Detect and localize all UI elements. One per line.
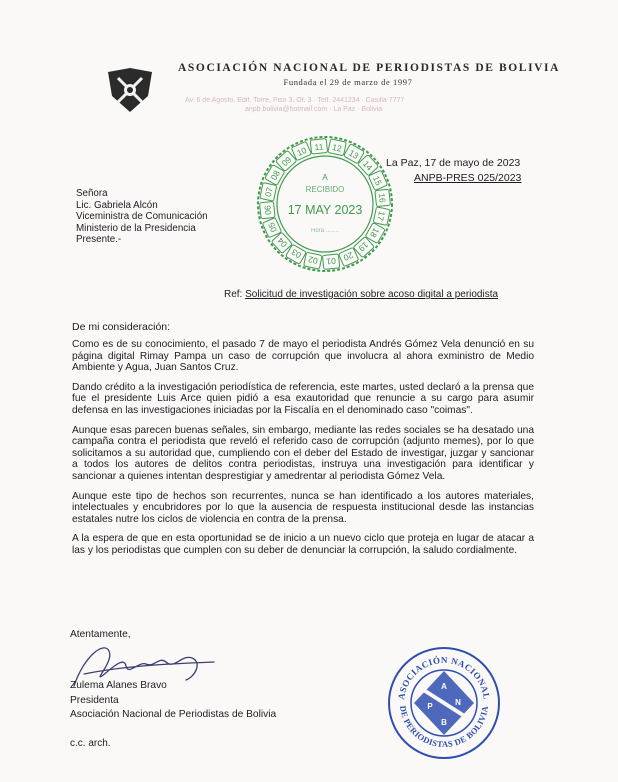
body-paragraph: Dando crédito a la investigación periodística de referencia, este martes, usted declaró a la prensa que fue el presidente Luis Arce quien pidió a esa exautoridad que renuncie a su cargo para asumir defensa en las investigaciones iniciadas por la Fiscalía en el denominado caso "coimas". xyxy=(72,381,534,416)
stamp-date: 17 MAY 2023 xyxy=(287,203,363,217)
stamp-hour-number: 12 xyxy=(331,141,343,154)
stamp-hour-number: 08 xyxy=(268,168,282,182)
signer-title: Presidenta xyxy=(70,694,119,706)
body-paragraph: Aunque esas parecen buenas señales, sin embargo, mediante las redes sociales se ha desatado una campaña contra el periodista que reveló el referido caso de corrupción (adjunto memes), por lo que solicitamos a su autoridad que, cumpliendo con el deber del Estado de investigar, juzgar y sancionar a todos los autores de delitos contra periodistas, instruya una investigación para identificar y sancionar a quienes intentan desprestigiar y amedrentar al periodista Gómez Vela. xyxy=(72,424,534,482)
salutation: De mi consideración: xyxy=(72,321,171,333)
stamp-hour-number: 10 xyxy=(295,144,308,158)
stamp-hour-box xyxy=(260,201,276,218)
stamp-hour-number: 03 xyxy=(289,247,303,261)
reference-code: ANPB-PRES 025/2023 xyxy=(414,172,522,184)
stamp-signature-line: Hora ........ xyxy=(310,228,340,234)
signer-org: Asociación Nacional de Periodistas de Bolivia xyxy=(70,709,277,720)
stamp-hour-number: 18 xyxy=(368,226,382,240)
stamp-letter: A xyxy=(322,173,328,182)
stamp-hour-number: 14 xyxy=(360,158,375,173)
stamp-hour-box xyxy=(322,254,339,270)
stamp-hour-number: 02 xyxy=(307,254,319,267)
stamp-hour-number: 09 xyxy=(279,154,294,169)
ref-subject: Solicitud de investigación sobre acoso digital a periodista xyxy=(245,289,499,300)
signature-block xyxy=(70,679,276,723)
recipient-line: Viceministra de Comunicación xyxy=(76,211,208,222)
recipient-line: Ministerio de la Presidencia xyxy=(76,222,196,234)
letter-date: La Paz, 17 de mayo de 2023 xyxy=(386,157,521,169)
stamp-hour-number: 17 xyxy=(375,210,388,222)
body-paragraph: Aunque este tipo de hechos son recurrentes, nunca se han identificado a los autores materiales, intelectuales y encubridores por lo que la ausencia de respuesta institucional desde las instancias estatales nutre los ciclos de violencia en contra de la prensa. xyxy=(72,490,534,525)
stamp-hour-box xyxy=(328,139,347,156)
address-line-2: anpb.bolivia@hotmail.com · La Paz · Bolivia xyxy=(245,106,383,113)
stamp-hour-number: 19 xyxy=(356,239,371,254)
closing: Atentamente, xyxy=(70,629,131,640)
stamp-hour-box xyxy=(375,189,391,206)
recipient-line: Lic. Gabriela Alcón xyxy=(76,199,158,211)
stamp-hour-number: 11 xyxy=(314,141,324,153)
letterhead-address xyxy=(185,96,545,114)
stamp-hour-box xyxy=(373,207,390,226)
stamp-hour-number: 15 xyxy=(371,174,385,187)
address-line-1: Av. 6 de Agosto, Edif. Torre, Piso 3, Of. 3 · Telf. 2441234 · Casilla 7777 xyxy=(185,97,405,104)
stamp-hour-number: 01 xyxy=(325,255,337,267)
stamp-hour-number: 16 xyxy=(376,192,388,204)
letterhead-title: ASOCIACIÓN NACIONAL DE PERIODISTAS DE BOLIVIA xyxy=(178,62,561,74)
stamp-hour-number: 20 xyxy=(342,250,355,264)
recipient-block xyxy=(76,188,208,246)
seal-top-text: ASOCIACIÓN NACIONAL xyxy=(396,654,492,701)
stamp-hour-number: 04 xyxy=(275,235,290,250)
letter-body xyxy=(72,339,534,565)
seal-letter-a: A xyxy=(441,682,447,691)
carbon-copy: c.c. arch. xyxy=(70,738,111,749)
letterhead-founded: Fundada el 29 de marzo de 1997 xyxy=(283,77,413,87)
stamp-hour-number: 07 xyxy=(262,186,275,198)
stamp-hour-box xyxy=(260,183,277,202)
seal-letter-p: P xyxy=(427,702,433,711)
ornate-emblem-icon xyxy=(104,66,156,114)
association-seal xyxy=(386,645,502,761)
seal-bottom-text: DE PERIODISTAS DE BOLIVIA xyxy=(398,705,490,750)
ref-label: Ref: xyxy=(224,289,243,300)
seal-letter-n: N xyxy=(455,698,461,707)
stamp-hour-number: 05 xyxy=(265,221,279,234)
recipient-line: Presente.- xyxy=(76,234,122,245)
body-paragraph: A la espera de que en esta oportunidad se de inicio a un nuevo ciclo que proteja en lugar de atacar a las y los periodistas que cumplen con su deber de denunciar la corrupción, la saludo cordialmente. xyxy=(72,533,534,556)
stamp-hour-number: 13 xyxy=(347,147,361,161)
stamp-hour-box xyxy=(304,252,323,269)
reference-line xyxy=(224,289,498,300)
stamp-hour-box xyxy=(310,139,327,155)
recipient-line: Señora xyxy=(76,188,108,199)
seal-letter-b: B xyxy=(441,718,447,727)
stamp-label: RECIBIDO xyxy=(305,185,345,194)
reception-stamp xyxy=(255,134,395,274)
body-paragraph: Como es de su conocimiento, el pasado 7 de mayo el periodista Andrés Gómez Vela denunció en su página digital Rimay Pampa un caso de corrupción que involucra al ahora exministro de Medio Ambiente y Agua, Juan Santos Cruz. xyxy=(72,339,534,374)
stamp-hour-number: 06 xyxy=(262,204,274,216)
signer-name: Zulema Alanes Bravo xyxy=(70,680,167,691)
